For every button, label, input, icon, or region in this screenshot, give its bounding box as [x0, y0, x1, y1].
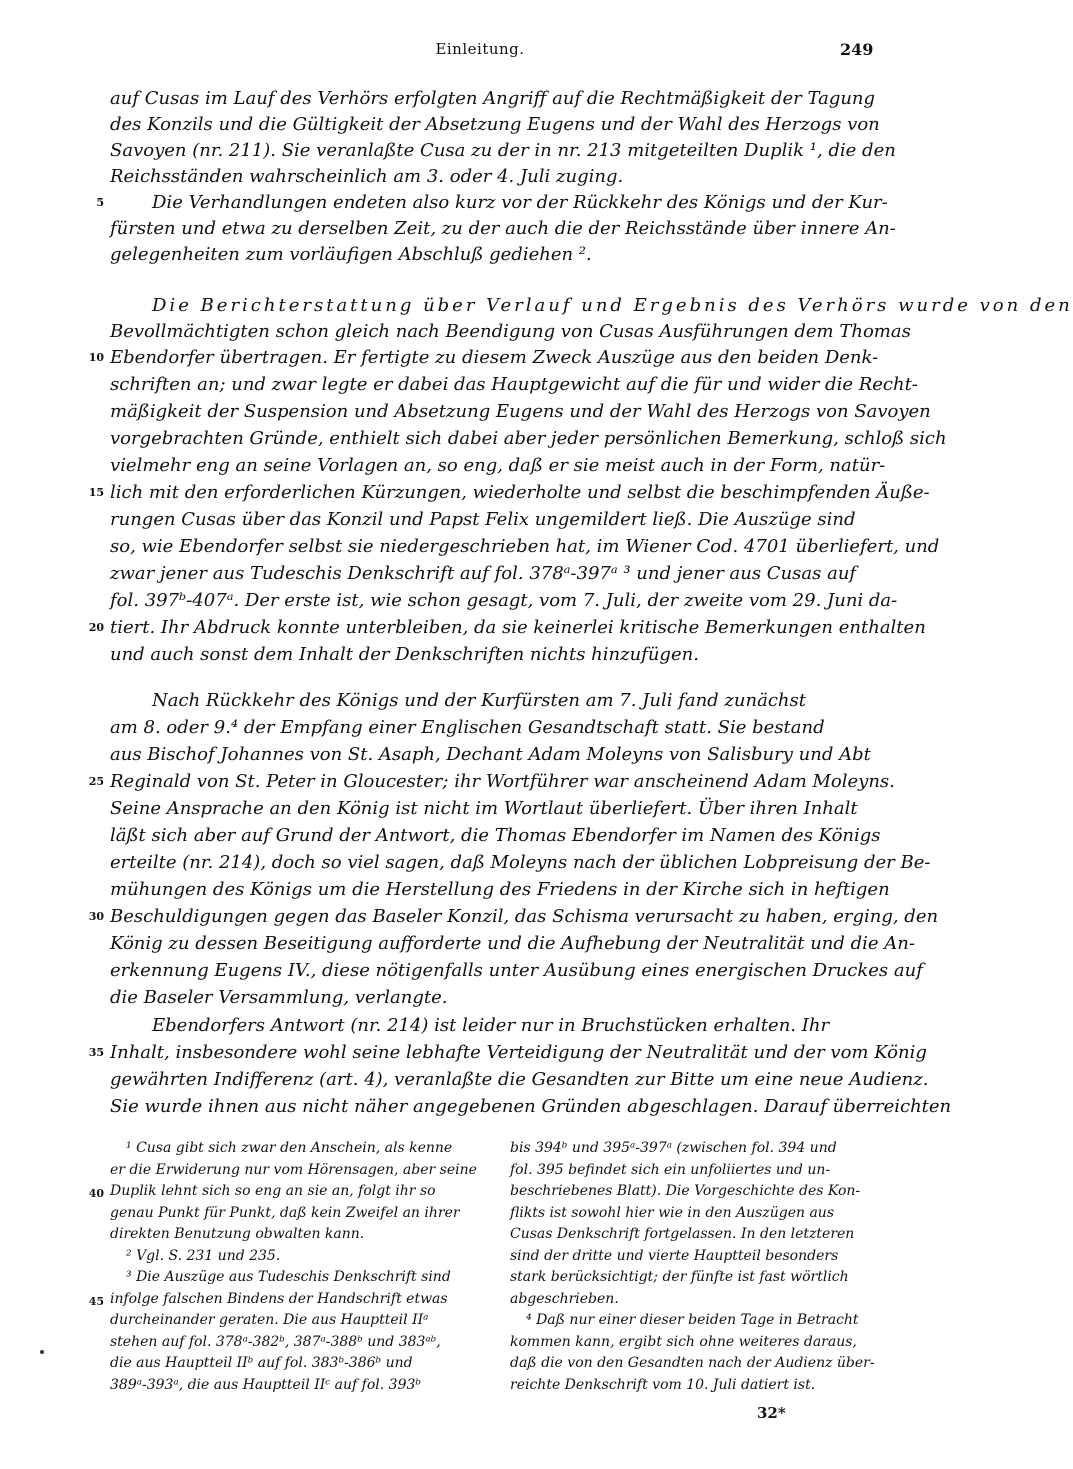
footnote-line: direkten Benutzung obwalten kann.	[110, 1226, 365, 1242]
line-number: 45	[88, 1295, 104, 1308]
running-title: Einleitung.	[435, 40, 525, 58]
line-number: 20	[88, 621, 104, 634]
signature-mark: 32*	[757, 1404, 786, 1422]
margin-speck	[40, 1350, 44, 1354]
footnote-line: ¹ Cusa gibt sich zwar den Anschein, als kenne	[126, 1140, 453, 1156]
footnote-line: sind der dritte und vierte Hauptteil besonders	[510, 1247, 839, 1264]
line-number: 40	[88, 1187, 104, 1200]
body-line: Bevollmächtigten schon gleich nach Beendigung von Cusas Ausführungen dem Thomas	[110, 321, 911, 342]
body-line: tiert. Ihr Abdruck konnte unterbleiben, da sie keinerlei kritische Bemerkungen enthalten	[110, 617, 926, 638]
body-line: am 8. oder 9.⁴ der Empfang einer Englischen Gesandtschaft statt. Sie bestand	[110, 717, 825, 738]
body-line: Inhalt, insbesondere wohl seine lebhafte Verteidigung der Neutralität und der vom König	[110, 1042, 927, 1063]
line-number: 25	[88, 775, 104, 788]
page-number: 249	[840, 40, 874, 59]
footnote-line: ⁴ Daß nur einer dieser beiden Tage in Betracht	[526, 1312, 859, 1328]
body-line: mäßigkeit der Suspension und Absetzung Eugens und der Wahl des Herzogs von Savoyen	[110, 401, 931, 422]
body-line: Ebendorfers Antwort (nr. 214) ist leider nur in Bruchstücken erhalten. Ihr	[152, 1015, 830, 1036]
body-line: auf Cusas im Lauf des Verhörs erfolgten Angriff auf die Rechtmäßigkeit der Tagung	[110, 88, 876, 109]
line-number: 5	[96, 196, 104, 209]
body-line: vorgebrachten Gründe, enthielt sich dabei aber jeder persönlichen Bemerkung, schloß sich	[110, 428, 947, 449]
footnote-line: beschriebenes Blatt). Die Vorgeschichte des Kon-	[510, 1183, 861, 1199]
footnote-line: ³ Die Auszüge aus Tudeschis Denkschrift sind	[126, 1269, 451, 1285]
body-line: zwar jener aus Tudeschis Denkschrift auf fol. 378ᵃ-397ᵃ ³ und jener aus Cusas auf	[110, 563, 857, 584]
footnote-line: 389ᵃ-393ᵃ, die aus Hauptteil IIᶜ auf fol. 393ᵇ	[110, 1376, 421, 1393]
body-line: Die Verhandlungen endeten also kurz vor der Rückkehr des Königs und der Kur-	[152, 192, 888, 213]
body-line: Beschuldigungen gegen das Baseler Konzil, das Schisma verursacht zu haben, erging, den	[110, 906, 939, 927]
body-line: fürsten und etwa zu derselben Zeit, zu der auch die der Reichsstände über innere An-	[110, 218, 896, 239]
footnote-line: stark berücksichtigt; der fünfte ist fast wörtlich	[510, 1269, 849, 1285]
footnote-line: kommen kann, ergibt sich ohne weiteres daraus,	[510, 1333, 857, 1350]
footnote-line: er die Erwiderung nur vom Hörensagen, aber seine	[110, 1161, 477, 1178]
body-line: König zu dessen Beseitigung aufforderte und die Aufhebung der Neutralität und die An-	[110, 933, 915, 954]
body-line: Ebendorfer übertragen. Er fertigte zu diesem Zweck Auszüge aus den beiden Denk-	[110, 347, 879, 368]
footnote-line: Cusas Denkschrift fortgelassen. In den letzteren	[510, 1226, 855, 1242]
line-number: 15	[88, 486, 104, 499]
body-line: schriften an; und zwar legte er dabei das Hauptgewicht auf die für und wider die Recht-	[110, 374, 918, 395]
body-line: gewährten Indifferenz (art. 4), veranlaßte die Gesandten zur Bitte um eine neue Audienz.	[110, 1069, 929, 1090]
body-line: Nach Rückkehr des Königs und der Kurfürsten am 7. Juli fand zunächst	[152, 690, 806, 711]
footnote-line: die aus Hauptteil IIᵇ auf fol. 383ᵇ-386ᵇ und	[110, 1355, 413, 1371]
body-line: die Baseler Versammlung, verlangte.	[110, 987, 448, 1008]
footnote-line: Duplik lehnt sich so eng an sie an, folgt ihr so	[110, 1183, 436, 1199]
body-line: vielmehr eng an seine Vorlagen an, so eng, daß er sie meist auch in der Form, natür-	[110, 455, 886, 476]
line-number: 35	[88, 1046, 104, 1059]
body-line: rungen Cusas über das Konzil und Papst Felix ungemildert ließ. Die Auszüge sind	[110, 509, 856, 530]
body-line: Savoyen (nr. 211). Sie veranlaßte Cusa zu der in nr. 213 mitgeteilten Duplik ¹, die den	[110, 140, 896, 161]
body-line: aus Bischof Johannes von St. Asaph, Dechant Adam Moleyns von Salisbury und Abt	[110, 744, 871, 765]
body-line: läßt sich aber auf Grund der Antwort, die Thomas Ebendorfer im Namen des Königs	[110, 825, 881, 846]
footnote-line: genau Punkt für Punkt, daß kein Zweifel an ihrer	[110, 1204, 460, 1221]
body-line: und auch sonst dem Inhalt der Denkschriften nichts hinzufügen.	[110, 644, 699, 665]
body-line: mühungen des Königs um die Herstellung des Friedens in der Kirche sich in heftigen	[110, 879, 890, 900]
footnote-line: flikts ist sowohl hier wie in den Auszügen aus	[510, 1204, 835, 1221]
body-line: fol. 397ᵇ-407ᵃ. Der erste ist, wie schon gesagt, vom 7. Juli, der zweite vom 29. Juni da-	[110, 590, 898, 611]
footnote-line: reichte Denkschrift vom 10. Juli datiert ist.	[510, 1376, 816, 1393]
body-line: lich mit den erforderlichen Kürzungen, wiederholte und selbst die beschimpfenden Äuße-	[110, 482, 930, 503]
footnote-line: daß die von den Gesandten nach der Audienz über-	[510, 1355, 875, 1371]
footnote-line: bis 394ᵇ und 395ᵃ-397ᵃ (zwischen fol. 394 und	[510, 1140, 837, 1156]
footnotes-left-column	[110, 1138, 490, 1396]
body-line: erteilte (nr. 214), doch so viel sagen, daß Moleyns nach der üblichen Lobpreisung der Be-	[110, 852, 931, 873]
footnote-line: ² Vgl. S. 231 und 235.	[126, 1247, 281, 1264]
footnotes-right-column	[510, 1138, 892, 1396]
body-line: Sie wurde ihnen aus nicht näher angegebenen Gründen abgeschlagen. Darauf überreichten	[110, 1096, 952, 1117]
body-line: Reginald von St. Peter in Gloucester; ihr Wortführer war anscheinend Adam Moleyns.	[110, 771, 895, 792]
body-line: Die Berichterstattung über Verlauf und Ergebnis des Verhörs wurde von den	[152, 295, 1073, 316]
footnote-line: stehen auf fol. 378ᵃ-382ᵇ, 387ᵃ-388ᵇ und 383ᵃᵇ,	[110, 1333, 441, 1350]
footnote-line: durcheinander geraten. Die aus Hauptteil IIᵃ	[110, 1312, 429, 1328]
line-number: 10	[88, 351, 104, 364]
body-line: so, wie Ebendorfer selbst sie niedergeschrieben hat, im Wiener Cod. 4701 überliefert, und	[110, 536, 940, 557]
body-line: gelegenheiten zum vorläufigen Abschluß gediehen ².	[110, 244, 592, 265]
body-line: Seine Ansprache an den König ist nicht im Wortlaut überliefert. Über ihren Inhalt	[110, 798, 858, 819]
body-line: Reichsständen wahrscheinlich am 3. oder 4. Juli zuging.	[110, 166, 624, 187]
line-number: 30	[88, 910, 104, 923]
body-line: erkennung Eugens IV., diese nötigenfalls unter Ausübung eines energischen Druckes auf	[110, 960, 923, 981]
footnote-line: infolge falschen Bindens der Handschrift etwas	[110, 1290, 448, 1307]
footnote-line: abgeschrieben.	[510, 1290, 619, 1307]
footnote-line: fol. 395 befindet sich ein unfoliiertes und un-	[510, 1161, 831, 1178]
body-line: des Konzils und die Gültigkeit der Absetzung Eugens und der Wahl des Herzogs von	[110, 114, 880, 135]
